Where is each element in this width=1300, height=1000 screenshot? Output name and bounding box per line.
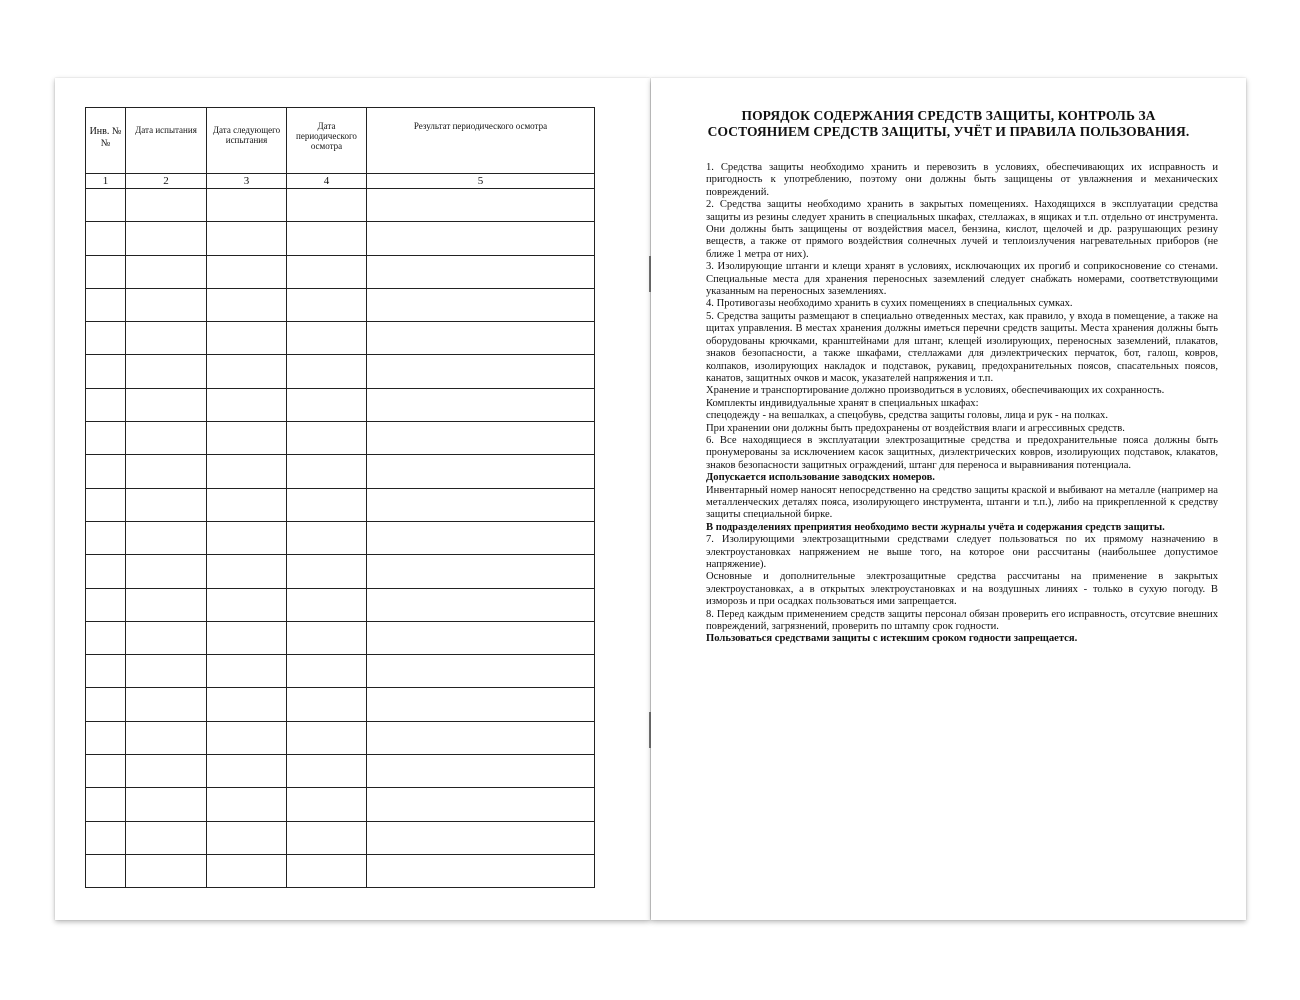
table-cell — [367, 322, 595, 355]
table-cell — [367, 521, 595, 554]
table-cell — [287, 821, 367, 854]
table-cell — [367, 588, 595, 621]
table-cell — [287, 588, 367, 621]
table-cell — [86, 655, 126, 688]
table-cell — [86, 322, 126, 355]
table-cell — [287, 655, 367, 688]
rules-paragraph: 3. Изолирующие штанги и клещи хранят в условиях, исключающих их прогиб и соприкосновение со стенами. Специальные места для хранения переносных заземлений следует снабжать номерами, соответствующими указанным на переносных заземлениях. — [706, 261, 1218, 298]
table-cell — [207, 422, 287, 455]
rules-paragraph: Основные и дополнительные электрозащитные средства рассчитаны на применение в закрытых электроустановках, а в открытых электроустановках и на воздушных линиях - только в сухую погоду. В изморозь и при осадках пользоваться ими запрещается. — [706, 571, 1218, 608]
table-cell — [367, 621, 595, 654]
rules-paragraph: В подразделениях преприятия необходимо вести журналы учёта и содержания средств защиты. — [706, 521, 1165, 533]
table-cell — [126, 355, 207, 388]
table-cell — [367, 455, 595, 488]
rules-paragraph: 6. Все находящиеся в эксплуатации электрозащитные средства и предохранительные пояса должны быть пронумерованы за исключением касок защитных, диэлектрических ковров, изолирующих подставок, клакатов, знаков безопасности защитных ограждений, штанг для переноса и выравнивания потенциала. — [706, 434, 1218, 471]
table-row — [86, 288, 595, 321]
table-cell — [367, 854, 595, 887]
table-cell — [207, 621, 287, 654]
header-next-test-date: Дата следующего испытания — [207, 108, 287, 174]
table-cell — [86, 588, 126, 621]
table-row — [86, 255, 595, 288]
table-cell — [287, 189, 367, 222]
table-cell — [207, 555, 287, 588]
table-row — [86, 588, 595, 621]
table-cell — [367, 388, 595, 421]
table-cell — [86, 755, 126, 788]
table-cell — [207, 222, 287, 255]
rules-paragraph: 2. Средства защиты необходимо хранить в закрытых помещениях. Находящихся в эксплуатации средства защиты из резины следует хранить в специальных шкафах, стеллажах, в ящиках и т.п. отдельно от инструмента. Они должны быть защищены от воздействия масел, бензина, кислот, щелочей и др. разрушающих резину веществ, а также от прямого воздействия солнечных лучей и теплоизлучения нагревательных приборов (не ближе 1 метра от них). — [706, 199, 1218, 260]
rules-paragraph: 1. Средства защиты необходимо хранить и перевозить в условиях, обеспечивающих их исправность и пригодность к употреблению, поэтому они должны быть защищены от увлажнения и механических повреждений. — [706, 162, 1218, 198]
rules-paragraph: спецодежду - на вешалках, а спецобувь, средства защиты головы, лица и рук - на полках. — [706, 410, 1108, 422]
table-cell — [207, 688, 287, 721]
table-cell — [126, 721, 207, 754]
table-cell — [367, 422, 595, 455]
protective-equipment-log-table — [85, 107, 595, 888]
table-cell — [86, 788, 126, 821]
table-cell — [126, 388, 207, 421]
table-cell — [287, 388, 367, 421]
table-cell — [126, 422, 207, 455]
table-row — [86, 222, 595, 255]
table-cell — [367, 655, 595, 688]
table-cell — [126, 588, 207, 621]
table-cell — [126, 688, 207, 721]
table-cell — [86, 189, 126, 222]
table-cell — [126, 189, 207, 222]
table-cell — [287, 488, 367, 521]
header-test-date: Дата испытания — [126, 108, 207, 174]
table-cell — [287, 322, 367, 355]
table-cell — [287, 455, 367, 488]
table-cell — [287, 854, 367, 887]
table-cell — [367, 488, 595, 521]
table-cell — [207, 322, 287, 355]
rules-paragraph: Комплекты индивидуальные хранят в специальных шкафах: — [706, 397, 979, 409]
table-cell — [126, 455, 207, 488]
table-cell — [367, 288, 595, 321]
table-cell — [367, 355, 595, 388]
column-number-row — [86, 174, 595, 189]
table-cell — [207, 521, 287, 554]
rules-paragraph: Инвентарный номер наносят непосредственно на средство защиты краской и выбивают на металле (например на металленческих деталях пояса, изолирующего инструмента, штанги и т.п.), либо на прикрепленной к средству защиты специальной бирке. — [706, 484, 1218, 521]
table-row — [86, 788, 595, 821]
table-cell — [86, 621, 126, 654]
rules-title-line: ПОРЯДОК СОДЕРЖАНИЯ СРЕДСТВ ЗАЩИТЫ, КОНТРОЛЬ ЗА — [741, 108, 1156, 123]
table-cell — [207, 388, 287, 421]
table-cell — [207, 821, 287, 854]
table-row — [86, 189, 595, 222]
table-row — [86, 488, 595, 521]
table-cell — [287, 721, 367, 754]
table-cell — [207, 788, 287, 821]
table-cell — [207, 189, 287, 222]
rules-title-line: СОСТОЯНИЕМ СРЕДСТВ ЗАЩИТЫ, УЧЁТ И ПРАВИЛА ПОЛЬЗОВАНИЯ. — [707, 124, 1190, 139]
table-cell — [287, 688, 367, 721]
table-cell — [207, 255, 287, 288]
column-number: 3 — [207, 174, 287, 189]
table-cell — [207, 588, 287, 621]
table-cell — [287, 755, 367, 788]
table-cell — [287, 222, 367, 255]
table-row — [86, 355, 595, 388]
table-cell — [207, 288, 287, 321]
header-periodic-inspection-result: Результат периодического осмотра — [367, 108, 595, 174]
table-row — [86, 821, 595, 854]
table-cell — [86, 388, 126, 421]
table-cell — [86, 821, 126, 854]
table-cell — [86, 422, 126, 455]
column-number: 1 — [86, 174, 126, 189]
table-cell — [126, 288, 207, 321]
table-row — [86, 688, 595, 721]
rules-paragraph: 4. Противогазы необходимо хранить в сухих помещениях в специальных сумках. — [706, 298, 1073, 310]
header-periodic-inspection-date: Дата периодического осмотра — [287, 108, 367, 174]
table-cell — [126, 821, 207, 854]
table-cell — [86, 688, 126, 721]
table-cell — [207, 355, 287, 388]
table-cell — [207, 755, 287, 788]
table-cell — [287, 355, 367, 388]
rules-paragraph: Допускается использование заводских номеров. — [706, 472, 935, 484]
table-row — [86, 555, 595, 588]
table-cell — [86, 288, 126, 321]
rules-paragraph: При хранении они должны быть предохранены от воздействия влаги и агрессивных средств. — [706, 422, 1125, 434]
table-cell — [287, 621, 367, 654]
table-cell — [207, 655, 287, 688]
table-cell — [126, 488, 207, 521]
table-cell — [367, 688, 595, 721]
header-inventory-number: Инв. №№ — [86, 108, 126, 174]
rules-paragraph: Хранение и транспортирование должно производиться в условиях, обеспечивающих их сохранность. — [706, 385, 1165, 397]
right-page — [651, 78, 1246, 920]
table-cell — [367, 222, 595, 255]
table-cell — [367, 555, 595, 588]
table-cell — [126, 755, 207, 788]
rules-paragraph: 7. Изолирующими электрозащитными средствами следует пользоваться по их прямому назначению в электроустановках напряжением не выше того, на которое они рассчитаны (наибольшее допустимое напряжение). — [706, 534, 1218, 570]
table-cell — [86, 521, 126, 554]
table-row — [86, 521, 595, 554]
table-row — [86, 655, 595, 688]
table-cell — [287, 422, 367, 455]
left-page — [55, 78, 650, 920]
table-cell — [126, 788, 207, 821]
table-row — [86, 755, 595, 788]
table-cell — [367, 788, 595, 821]
table-cell — [86, 255, 126, 288]
table-cell — [287, 555, 367, 588]
table-cell — [126, 322, 207, 355]
table-row — [86, 721, 595, 754]
table-cell — [126, 854, 207, 887]
table-row — [86, 322, 595, 355]
table-cell — [207, 455, 287, 488]
table-header-row — [86, 108, 595, 174]
rules-paragraph: 5. Средства защиты размещают в специально отведенных местах, как правило, у входа в помещение, а также на щитах управления. В местах хранения должны иметься перечни средств защиты. Места хранения должны быть оборудованы крючками, кранштейнами для штанг, клещей изолирующих, переносных заземлений, плакатов, знаков безопасности, а также шкафами, стеллажами для диэлектрических перчаток, бот, галош, ковров, колпаков, изолирующих накладок и подставок, рукавиц, предохранительных поясов, спасательных поясов, канатов, защитных очков и масок, указателей напряжения и т.п. — [706, 310, 1218, 384]
rules-paragraph: 8. Перед каждым применением средств защиты персонал обязан проверить его исправность, отсутсвие внешних повреждений, загрязнений, проверить по штампу срок годности. — [706, 608, 1218, 633]
table-cell — [126, 255, 207, 288]
table-cell — [126, 521, 207, 554]
table-cell — [207, 854, 287, 887]
table-cell — [126, 555, 207, 588]
table-row — [86, 422, 595, 455]
table-cell — [126, 621, 207, 654]
column-number: 4 — [287, 174, 367, 189]
table-cell — [287, 288, 367, 321]
table-row — [86, 455, 595, 488]
table-cell — [367, 721, 595, 754]
table-cell — [86, 355, 126, 388]
table-cell — [367, 255, 595, 288]
table-cell — [86, 854, 126, 887]
table-cell — [86, 721, 126, 754]
table-cell — [207, 488, 287, 521]
table-cell — [287, 255, 367, 288]
table-row — [86, 388, 595, 421]
rules-body — [706, 162, 1218, 646]
table-cell — [367, 755, 595, 788]
table-row — [86, 621, 595, 654]
rules-paragraph: Пользоваться средствами защиты с истекшим сроком годности запрещается. — [706, 633, 1078, 645]
column-number: 5 — [367, 174, 595, 189]
table-cell — [287, 521, 367, 554]
rules-title — [681, 108, 1216, 140]
table-cell — [126, 222, 207, 255]
table-cell — [367, 821, 595, 854]
table-cell — [86, 455, 126, 488]
table-cell — [86, 222, 126, 255]
table-cell — [86, 555, 126, 588]
table-cell — [207, 721, 287, 754]
table-cell — [126, 655, 207, 688]
table-cell — [367, 189, 595, 222]
table-cell — [86, 488, 126, 521]
table-cell — [287, 788, 367, 821]
table-row — [86, 854, 595, 887]
column-number: 2 — [126, 174, 207, 189]
